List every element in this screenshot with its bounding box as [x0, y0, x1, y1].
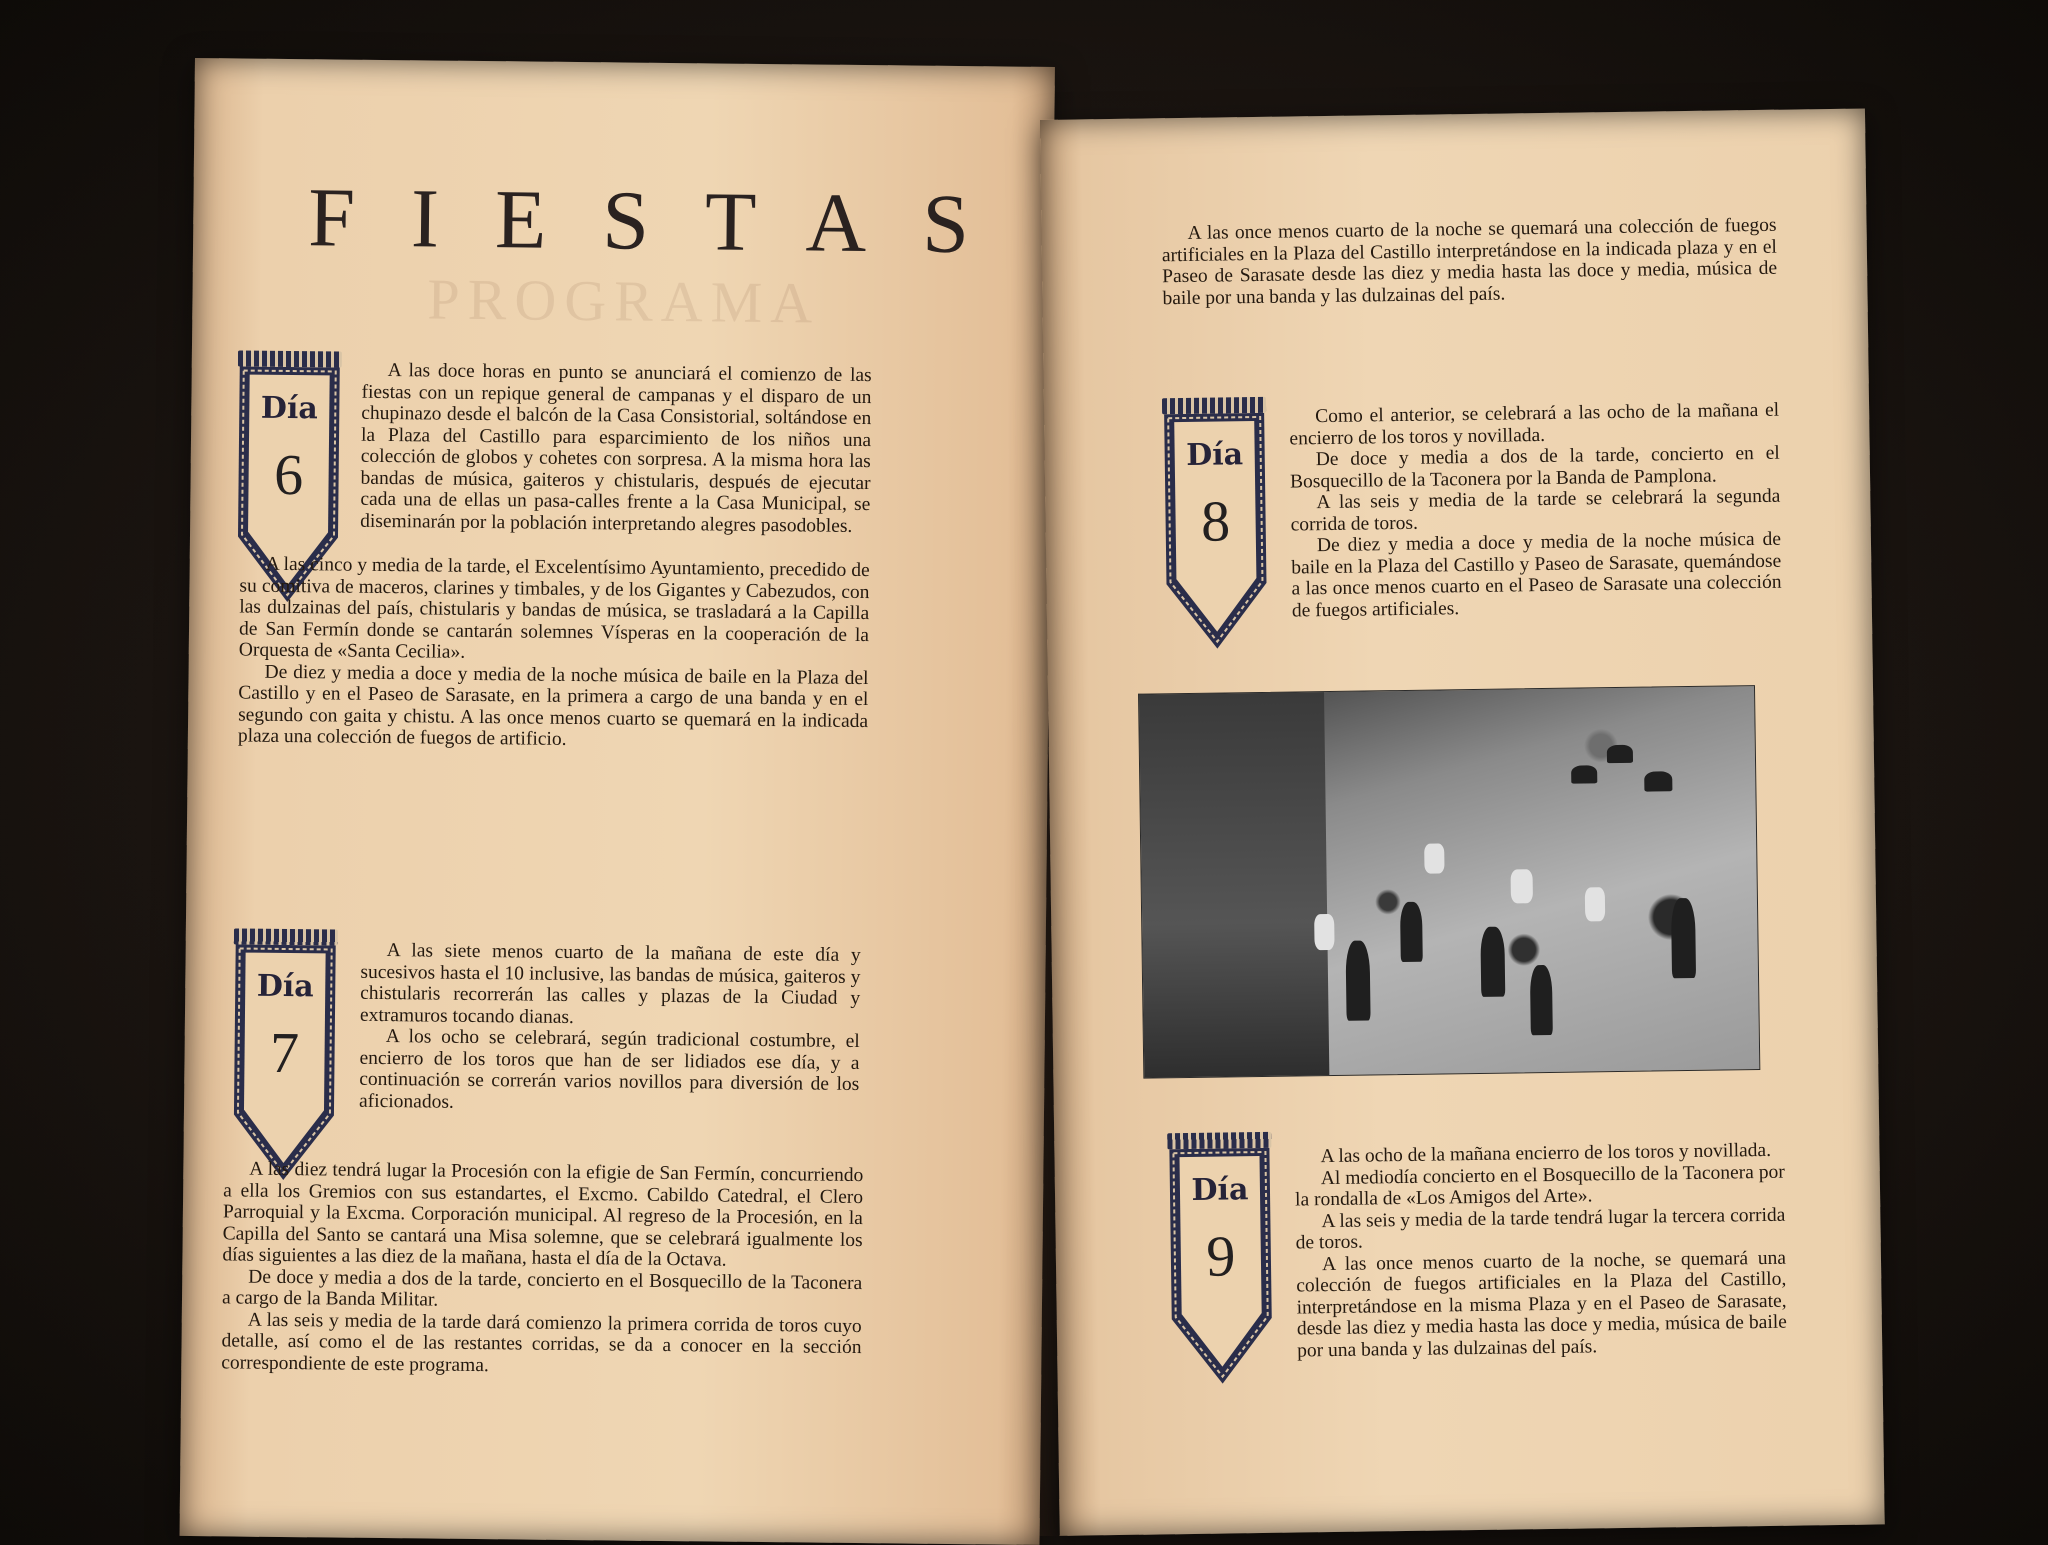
day-label: Día: [260, 390, 318, 427]
left-page: [180, 58, 1055, 1545]
bleed-through-text: PROGRAMA: [427, 266, 821, 336]
intro-paragraph: A las once menos cuarto de la noche se quemará una colección de fuegos artificiales en la Plaza del Castillo interpretándose en la indicada plaza y en el Paseo de Sarasate desde las diez y media hasta las doce y media, música de baile por una banda y las dulzainas del país.: [1161, 214, 1778, 309]
day-label: Día: [1186, 437, 1244, 473]
banner-band: [234, 928, 338, 945]
encierro-photo: [1138, 685, 1760, 1079]
day-number: 6: [273, 441, 304, 508]
day-9-paragraph: A las ocho de la mañana encierro de los toros y novillada. Al mediodía concierto en el Bosquecillo de la Taconera por la rondalla de «Los Amigos del Arte». A las seis y media de la tarde tendrá lugar la tercera corrida de toros. A las once menos cuarto de la noche, se quemará una colección de fuegos artificiales en la Plaza del Castillo, interpretándose en la misma Plaza y en el Paseo de Sarasate, desde las diez y media hasta las doce y media, música de baile por una banda y las dulzainas del país.: [1294, 1139, 1788, 1362]
day-number: 9: [1205, 1223, 1236, 1289]
day-8-banner: [1154, 397, 1278, 659]
day-label: Día: [256, 968, 314, 1005]
day-label: Día: [1191, 1172, 1249, 1208]
banner-band: [238, 350, 342, 367]
day-7-paragraph-2: A las diez tendrá lugar la Procesión con la efigie de San Fermín, concurriendo a ella los Gremios con sus estandartes, el Excmo. Cabildo Catedral, el Clero Parroquial y la Excma. Corporación municipal. Al regreso de la Procesión, en la Capilla del Santo se cantará una Misa solemne, que se celebrará igualmente los días siguientes a las diez de la mañana, hasta el día de la Octava. De doce y media a dos de la tarde, concierto en el Bosquecillo de la Taconera a cargo de la Banda Militar. A las seis y media de la tarde dará comienzo la primera corrida de toros cuyo detalle, así como el de las restantes corridas, se da a conocer en la sección correspondiente de este programa.: [221, 1158, 864, 1376]
banner-band: [1162, 397, 1266, 414]
page-title: FIESTAS: [307, 171, 1026, 272]
day-number: 7: [269, 1019, 300, 1086]
day-number: 8: [1200, 488, 1231, 554]
day-9-banner: [1159, 1132, 1283, 1394]
building: [1139, 692, 1329, 1078]
day-6-paragraph-2: A las cinco y media de la tarde, el Excelentísimo Ayuntamiento, precedido de su comitiva de maceros, clarines y timbales, y de los Gigantes y Cabezudos, con las dulzainas del país, chistularis y bandas de música, se trasladará a la Capilla de San Fermín donde se cantarán solemnes Vísperas en la cooperación de la Orquesta de «Santa Cecilia». De diez y media a doce y media de la noche música de baile en la Plaza del Castillo y en el Paseo de Sarasate, en la primera a cargo de una banda y en el segundo con gaita y chistu. A las once menos cuarto se quemará en la indicada plaza una colección de fuegos de artificio.: [237, 553, 870, 750]
day-6-paragraph: A las doce horas en punto se anunciará el comienzo de las fiestas con un repique general de campanas y el disparo de un chupinazo desde el balcón de la Casa Consistorial, soltándose en la Plaza del Castillo para esparcimiento de los niños una colección de globos y cohetes con sorpresa. A la misma hora las bandas de música, gaiteros y chistularis, después de ejecutar cada una de ellas un pasa-calles frente a la Casa Municipal, se diseminarán por la población interpretando alegres pasodobles.: [360, 360, 872, 537]
day-7-banner: [223, 928, 346, 1189]
day-7-paragraph: A las siete menos cuarto de la mañana de este día y sucesivos hasta el 10 inclusive, las bandas de música, gaiteros y chistularis recorrerán las calles y plazas de la Ciudad y extramuros tocando dianas. A los ocho se celebrará, según tradicional costumbre, el encierro de los toros que han de ser lidiados ese día, y a continuación se correrán varios novillos para diversión de los aficionados.: [358, 940, 861, 1113]
right-page: [1040, 108, 1885, 1535]
banner-band: [1167, 1132, 1271, 1149]
day-8-paragraph: Como el anterior, se celebrará a las ocho de la mañana el encierro de los toros y novillada. De doce y media a dos de la tarde, concierto en el Bosquecillo de la Taconera por la Banda de Pamplona. A las seis y media de la tarde se celebrará la segunda corrida de toros. De diez y media a doce y media de la noche música de baile en la Plaza del Castillo y Paseo de Sarasate, quemándose a las once menos cuarto en el Paseo de Sarasate una colección de fuegos artificiales.: [1289, 399, 1782, 622]
